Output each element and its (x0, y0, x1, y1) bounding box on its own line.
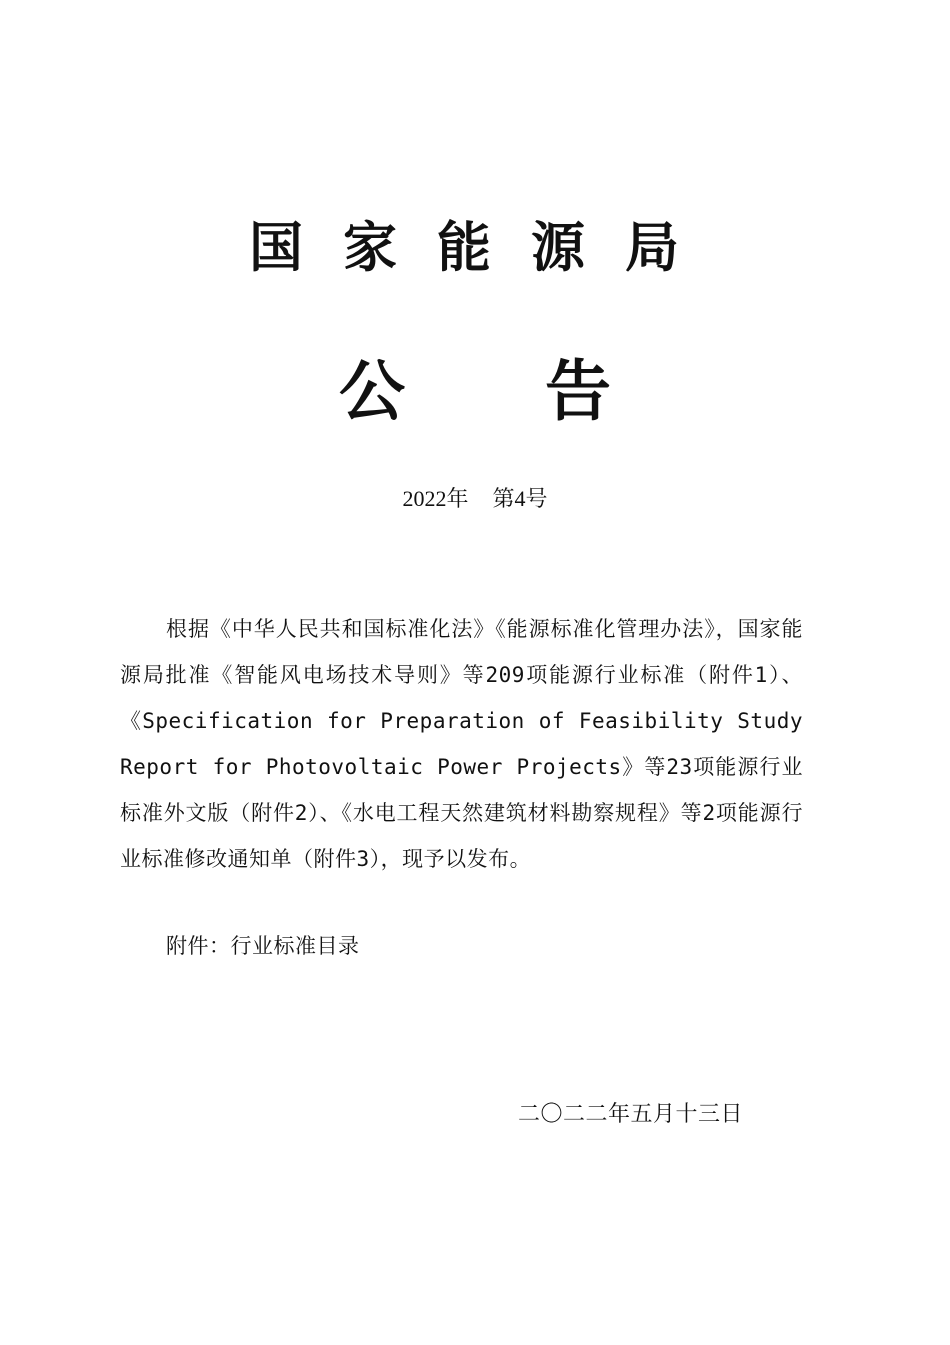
document-year: 2022年 (402, 486, 469, 511)
attachment-note: 附件：行业标准目录 (166, 934, 360, 958)
announcement-body: 根据《中华人民共和国标准化法》《能源标准化管理办法》，国家能源局批准《智能风电场技术导则》等209项能源行业标准（附件1）、《Specification for Preparation of Feasibility Study Report for Photovoltaic Power Projects》等23项能源行业标准外文版（附件2）、《水电工程天然建筑材料勘察规程》等2项能源行业标准修改通知单（附件3），现予以发布。 (120, 617, 803, 871)
agency-name: 国家能源局 (249, 215, 719, 279)
document-issue-number: 第4号 (492, 486, 548, 511)
issue-date: 二〇二二年五月十三日 (518, 1102, 744, 1127)
document-number (0, 484, 950, 514)
notice-title: 公告 (339, 352, 751, 430)
